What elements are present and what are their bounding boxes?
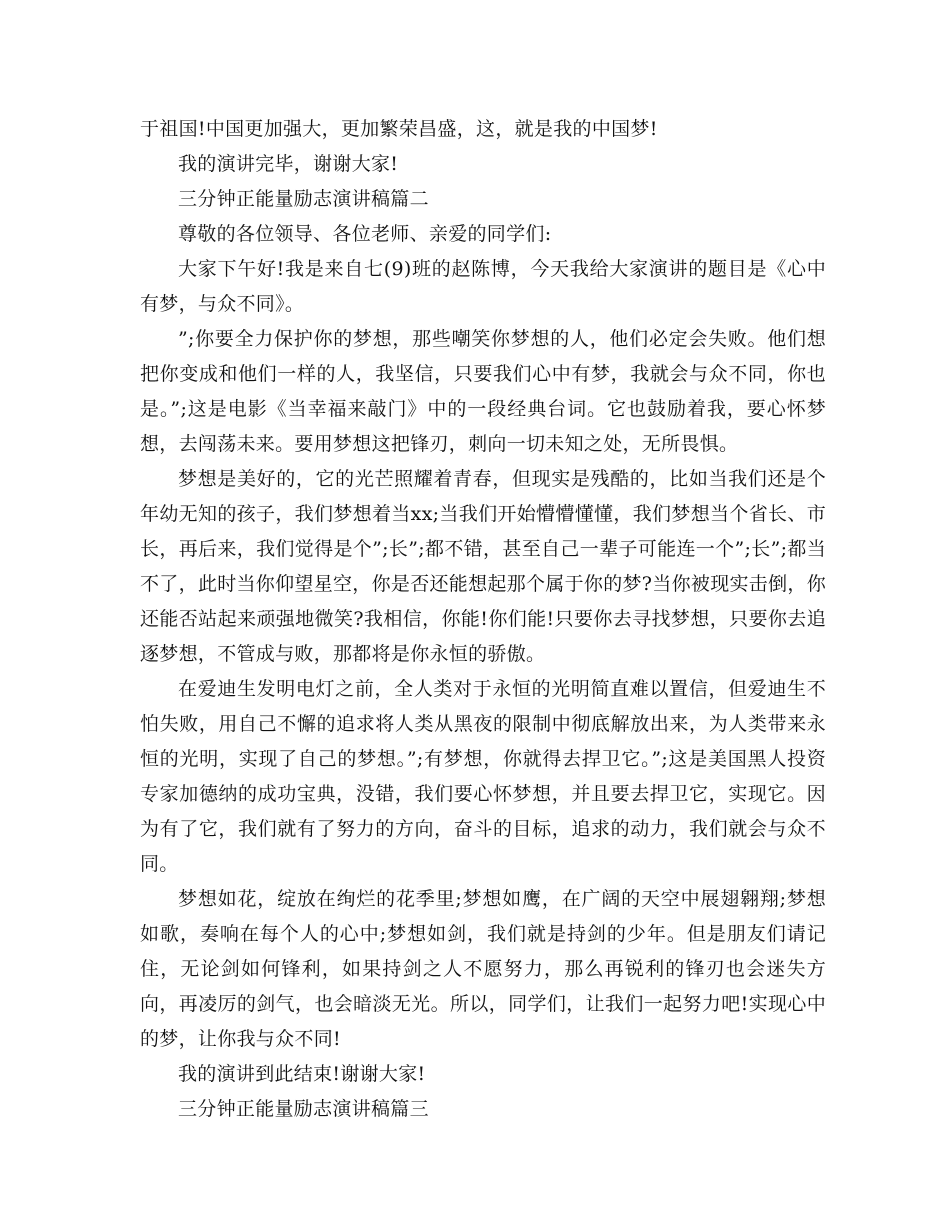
document-body [140, 112, 826, 1127]
paragraph-introduction: 大家下午好!我是来自七(9)班的赵陈博，今天我给大家演讲的题目是《心中有梦，与众不同》。 [140, 258, 826, 315]
paragraph-salutation: 尊敬的各位领导、各位老师、亲爱的同学们: [178, 223, 552, 245]
paragraph-dream-metaphors: 梦想如花，绽放在绚烂的花季里;梦想如鹰，在广阔的天空中展翅翱翔;梦想如歌，奏响在每个人的心中;梦想如剑，我们就是持剑的少年。但是朋友们请记住，无论剑如何锋利，如果持剑之人不愿努力，那么再锐利的锋刃也会迷失方向，再凌厉的剑气，也会暗淡无光。所以，同学们，让我们一起努力吧!实现心中的梦，让你我与众不同! [140, 888, 826, 1050]
paragraph-movie-quote: ”;你要全力保护你的梦想，那些嘲笑你梦想的人，他们必定会失败。他们想把你变成和他们一样的人，我坚信，只要我们心中有梦，我就会与众不同，你也是。”;这是电影《当幸福来敲门》中的一段经典台词。它也鼓励着我，要心怀梦想，去闯荡未来。要用梦想这把锋刃，刺向一切未知之处，无所畏惧。 [140, 328, 826, 455]
paragraph-edison: 在爱迪生发明电灯之前，全人类对于永恒的光明简直难以置信，但爱迪生不怕失败，用自己不懈的追求将人类从黑夜的限制中彻底解放出来，为人类带来永恒的光明，实现了自己的梦想。”;有梦想，你就得去捍卫它。”;这是美国黑人投资专家加德纳的成功宝典，没错，我们要心怀梦想，并且要去捍卫它，实现它。因为有了它，我们就有了努力的方向，奋斗的目标，追求的动力，我们就会与众不同。 [140, 678, 826, 875]
section-heading-part-three: 三分钟正能量励志演讲稿篇三 [178, 1098, 429, 1120]
paragraph-conclusion: 我的演讲到此结束!谢谢大家! [178, 1063, 426, 1085]
section-heading-part-two: 三分钟正能量励志演讲稿篇二 [178, 188, 429, 210]
paragraph-dream-reality: 梦想是美好的，它的光芒照耀着青春，但现实是残酷的，比如当我们还是个年幼无知的孩子，我们梦想着当xx;当我们开始懵懵懂懂，我们梦想当个省长、市长，再后来，我们觉得是个”;长”;都不错，甚至自己一辈子可能连一个”;长”;都当不了，此时当你仰望星空，你是否还能想起那个属于你的梦?当你被现实击倒，你还能否站起来顽强地微笑?我相信，你能!你们能!只要你去寻找梦想，只要你去追逐梦想，不管成与败，那都将是你永恒的骄傲。 [140, 468, 826, 665]
paragraph-speech-end: 我的演讲完毕，谢谢大家! [178, 153, 399, 175]
paragraph-closing-continuation: 于祖国!中国更加强大，更加繁荣昌盛，这，就是我的中国梦! [140, 118, 658, 140]
